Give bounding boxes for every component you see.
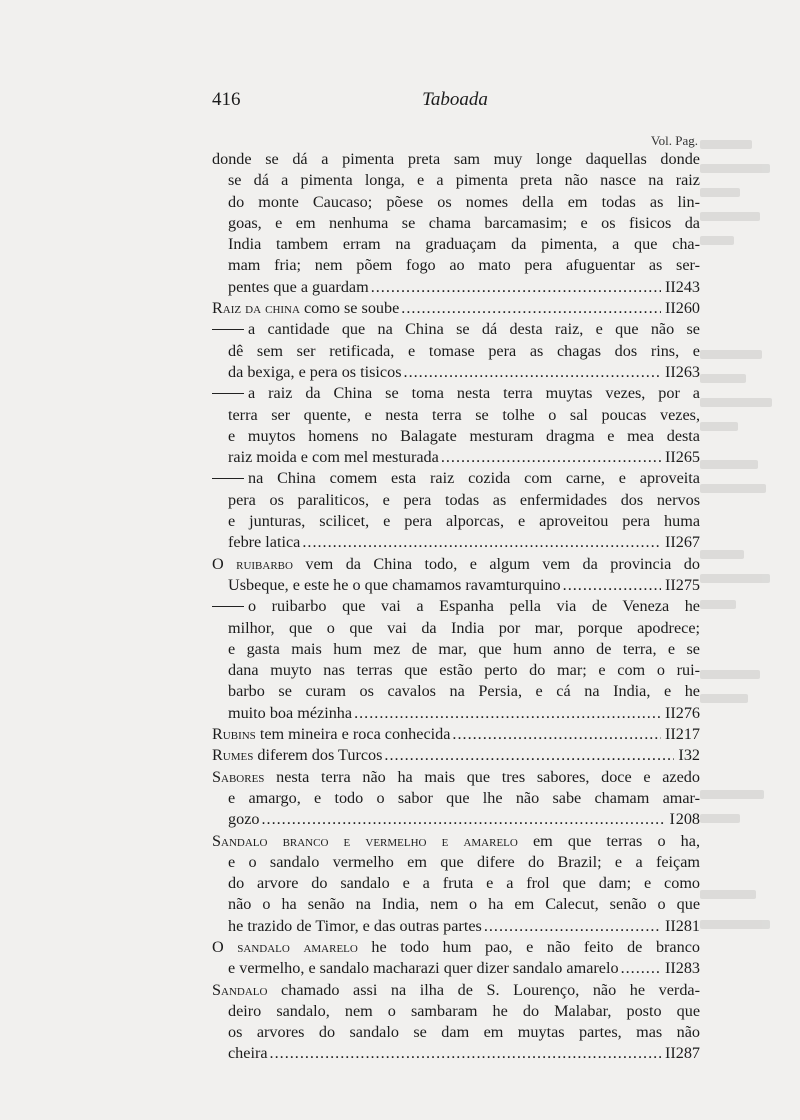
column-headers	[560, 133, 698, 149]
entry-text: e amargo, e todo o sabor que lhe não sabe chamam amar-	[228, 788, 700, 807]
index-entry	[212, 383, 700, 468]
entry-line	[228, 681, 700, 702]
entry-line	[212, 745, 700, 766]
entry-line	[212, 298, 700, 319]
entry-text: a raiz da China se toma nesta terra muytas vezes, por a	[212, 383, 700, 404]
dot-leader	[441, 447, 661, 468]
vol-column-header: Vol.	[650, 133, 672, 148]
index-entry	[212, 298, 700, 319]
page-ref: 267	[675, 533, 700, 552]
volume-ref: I	[669, 810, 675, 829]
volume-ref: II	[664, 575, 676, 594]
entry-line	[228, 405, 700, 426]
entry-text: donde se dá a pimenta preta sam muy longe daquellas donde	[212, 150, 700, 168]
entry-line	[212, 468, 700, 489]
dot-leader	[401, 298, 661, 319]
entry-line	[228, 341, 700, 362]
entry-line	[228, 234, 700, 255]
entry-line	[228, 852, 700, 873]
entry-text: terra ser quente, e nesta terra se tolhe o sal poucas vezes,	[228, 405, 700, 424]
entry-headword: Raiz da china	[212, 299, 300, 318]
index-entry	[212, 831, 700, 937]
page-ref: 283	[675, 959, 700, 978]
entry-line	[228, 873, 700, 894]
running-title: Taboada	[422, 89, 488, 110]
volume-ref: II	[664, 703, 676, 722]
dot-leader	[302, 532, 661, 553]
entry-line	[228, 277, 700, 298]
entry-line	[228, 809, 700, 830]
entry-line	[228, 618, 700, 639]
entry-line	[212, 149, 700, 170]
dot-leader	[563, 575, 661, 596]
entry-headword: Rumes	[212, 746, 254, 765]
volume-ref: II	[664, 959, 676, 978]
entry-text: e o sandalo vermelho em que difere do Brazil; e a feiçam	[228, 852, 700, 871]
index-entry	[212, 980, 700, 1065]
entry-text: pera os paraliticos, e pera todas as enfermidades dos nervos	[228, 490, 700, 509]
entry-line	[228, 490, 700, 511]
page-ref: 275	[675, 575, 700, 594]
entry-headword: O ruibarbo	[212, 554, 293, 573]
dot-leader	[621, 958, 661, 979]
entry-text: muito boa mézinha	[228, 703, 353, 722]
entry-text: gozo	[228, 810, 260, 829]
entry-line	[212, 319, 700, 340]
entry-line	[228, 958, 700, 979]
page-ref: 276	[675, 703, 700, 722]
entry-text: India tambem erram na graduaçam da pimenta, a que cha-	[228, 235, 700, 254]
index-entry	[212, 596, 700, 724]
entry-line	[212, 554, 700, 575]
entry-line	[228, 447, 700, 468]
page-ref: 263	[675, 362, 700, 381]
page-ref: 281	[675, 916, 700, 935]
entry-text: cheira	[228, 1044, 268, 1063]
entry-text: pentes que a guardam	[228, 277, 369, 296]
entry-text: dê sem ser retificada, e tomase pera as chagas dos rins, e	[228, 341, 700, 360]
entry-text: não o ha senão na India, nem o ha em Calecut, senão o que	[228, 895, 700, 914]
entry-line	[212, 937, 700, 958]
entry-line	[228, 532, 700, 553]
bleed-through-marks	[700, 130, 800, 990]
entry-headword: Sandalo	[212, 980, 268, 999]
entry-text: Usbeque, e este he o que chamamos ravamturquino	[228, 575, 561, 594]
entry-text: Sandalo chamado assi na ilha de S. Lourenço, não he verda-	[212, 980, 700, 999]
page-ref: 32	[683, 746, 700, 765]
index-entries	[212, 149, 700, 1065]
entry-text: e vermelho, e sandalo macharazi quer dizer sandalo amarelo	[228, 959, 619, 978]
entry-line	[228, 362, 700, 383]
entry-text: Raiz da china como se soube	[212, 299, 400, 318]
entry-text: Sabores nesta terra não ha mais que tres sabores, doce e azedo	[212, 767, 700, 786]
entry-headword: Sabores	[212, 767, 265, 786]
entry-text: na China comem esta raiz cozida com carne, e aproveita	[212, 468, 700, 489]
entry-line	[228, 660, 700, 681]
entry-text: febre latica	[228, 533, 301, 552]
index-entry	[212, 937, 700, 980]
entry-text: do monte Caucaso; põese os nomes della em todas as lin-	[228, 192, 700, 211]
index-entry	[212, 149, 700, 298]
entry-text: mam fria; nem põem fogo ao mato pera afuguentar as ser-	[228, 256, 700, 275]
volume-ref: II	[664, 916, 676, 935]
entry-text: e gasta mais hum mez de mar, que hum anno de terra, e se	[228, 639, 700, 658]
entry-text: deiro sandalo, nem o sambaram he do Malabar, posto que	[228, 1001, 700, 1020]
ditto-rule	[212, 606, 244, 607]
entry-headword: Rubins	[212, 725, 256, 744]
entry-line	[212, 596, 700, 617]
page-ref: 287	[675, 1044, 700, 1063]
entry-text: o ruibarbo que vai a Espanha pella via de Veneza he	[212, 596, 700, 617]
entry-text: e muytos homens no Balagate mesturam dragma e mea desta	[228, 426, 700, 445]
volume-ref: II	[664, 533, 676, 552]
entry-text: Sandalo branco e vermelho e amarelo em que terras o ha,	[212, 831, 701, 850]
entry-line	[228, 426, 700, 447]
entry-line	[212, 980, 700, 1001]
entry-headword: O sandalo amarelo	[212, 937, 358, 956]
volume-ref: II	[664, 448, 676, 467]
ditto-rule	[212, 478, 244, 479]
entry-text: do arvore do sandalo e a fruta e a frol que dam; e como	[228, 874, 700, 893]
entry-text: Rumes diferem dos Turcos	[212, 746, 383, 765]
volume-ref: II	[664, 725, 676, 744]
dot-leader	[384, 745, 674, 766]
volume-ref: II	[664, 1044, 676, 1063]
entry-line	[228, 639, 700, 660]
page-header	[212, 89, 698, 113]
pag-column-header: Pag.	[675, 133, 698, 148]
page-ref: 265	[675, 448, 700, 467]
dot-leader	[452, 724, 661, 745]
index-entry	[212, 319, 700, 383]
volume-ref: I	[678, 746, 684, 765]
page-ref: 243	[675, 277, 700, 296]
entry-text: se dá a pimenta longa, e a pimenta preta não nasce na raiz	[228, 171, 700, 190]
entry-line	[228, 916, 700, 937]
volume-ref: II	[664, 299, 676, 318]
entry-line	[228, 511, 700, 532]
index-entry	[212, 767, 700, 831]
entry-text: he trazido de Timor, e das outras partes	[228, 916, 482, 935]
dot-leader	[261, 809, 664, 830]
entry-text: da bexiga, e pera os tisicos	[228, 362, 402, 381]
entry-line	[212, 767, 700, 788]
ditto-rule	[212, 393, 244, 394]
index-entry	[212, 554, 700, 597]
entry-line	[228, 255, 700, 276]
page-ref: 208	[675, 810, 700, 829]
entry-line	[228, 894, 700, 915]
entry-text: a cantidade que na China se dá desta raiz, e que não se	[212, 319, 700, 340]
page-number: 416	[212, 89, 241, 110]
entry-headword: Sandalo branco e vermelho e amarelo	[212, 831, 518, 850]
dot-leader	[270, 1043, 661, 1064]
entry-text: e junturas, scilicet, e pera alporcas, e aproveitou pera huma	[228, 512, 700, 531]
dot-leader	[371, 277, 661, 298]
entry-line	[228, 703, 700, 724]
index-entry	[212, 745, 700, 766]
entry-line	[228, 213, 700, 234]
entry-text: dana muyto nas terras que estão perto do mar; e com o rui-	[228, 661, 700, 680]
ditto-rule	[212, 329, 244, 330]
entry-text: Rubins tem mineira e roca conhecida	[212, 725, 451, 744]
entry-line	[228, 1001, 700, 1022]
dot-leader	[354, 703, 661, 724]
entry-text: O ruibarbo vem da China todo, e algum vem da provincia do	[212, 554, 700, 573]
entry-line	[212, 383, 700, 404]
entry-line	[228, 575, 700, 596]
page-ref: 217	[675, 725, 700, 744]
entry-line	[228, 788, 700, 809]
entry-line	[228, 192, 700, 213]
entry-text: barbo se curam os cavalos na Persia, e cá na India, e he	[228, 682, 700, 701]
page-ref: 260	[675, 299, 700, 318]
index-entry	[212, 724, 700, 745]
entry-line	[212, 724, 700, 745]
dot-leader	[484, 916, 661, 937]
entry-text: raiz moida e com mel mesturada	[228, 448, 439, 467]
index-entry	[212, 468, 700, 553]
entry-line	[228, 1022, 700, 1043]
entry-line	[228, 1043, 700, 1064]
entry-text: O sandalo amarelo he todo hum pao, e não feito de branco	[212, 937, 700, 956]
entry-line	[228, 170, 700, 191]
entry-line	[212, 831, 700, 852]
entry-text: os arvores do sandalo se dam em muytas partes, mas não	[228, 1023, 700, 1042]
dot-leader	[404, 362, 661, 383]
volume-ref: II	[664, 277, 676, 296]
entry-text: milhor, que o que vai da India por mar, porque apodrece;	[228, 618, 700, 637]
entry-text: goas, e em nenhuma se chama barcamasim; e os fisicos da	[228, 213, 700, 232]
volume-ref: II	[664, 362, 676, 381]
